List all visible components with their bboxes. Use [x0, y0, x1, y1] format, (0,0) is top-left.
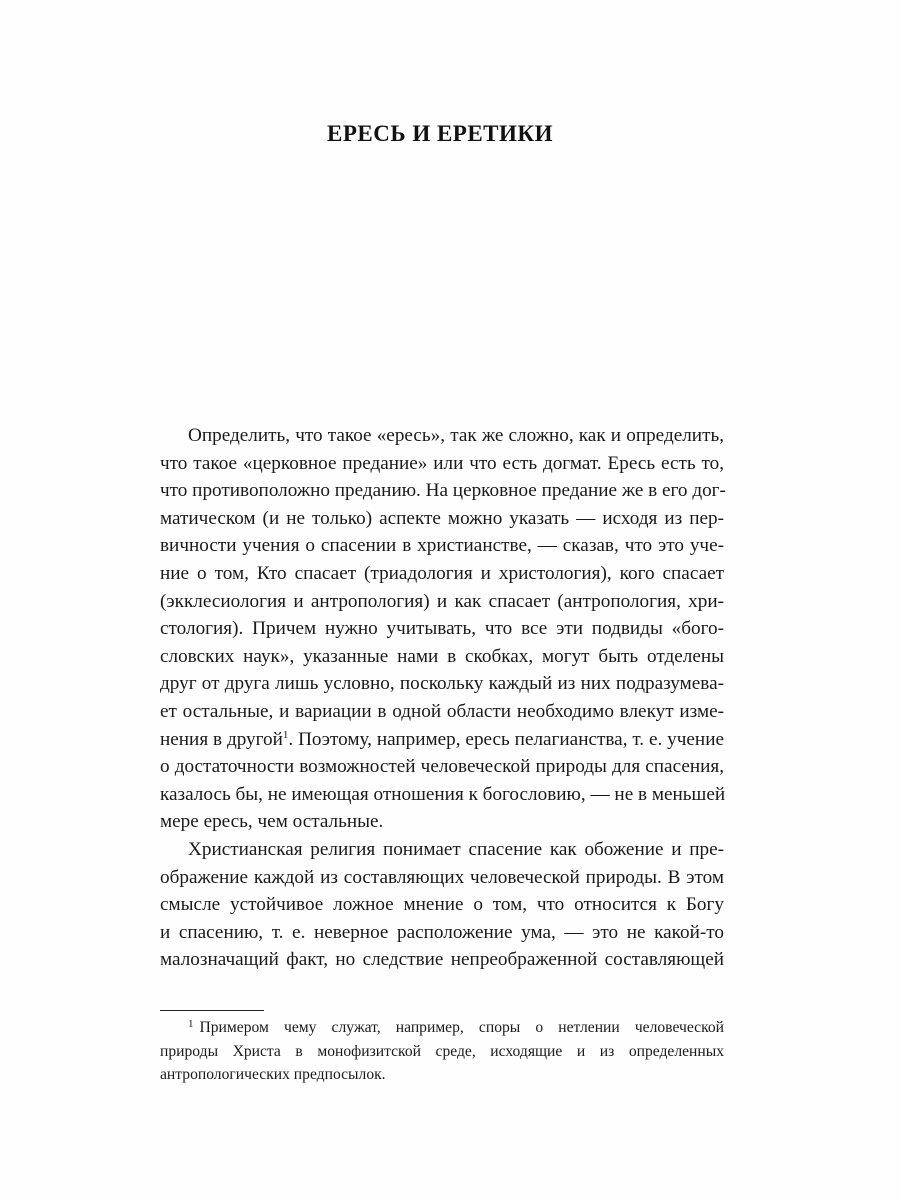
footnote-line: антропологических предпосылок.	[160, 1066, 386, 1083]
text-line: ет остальные, и вариации в одной области необходимо влекут изме-	[160, 700, 724, 722]
text-line-with-footnote	[160, 726, 724, 754]
text-line: мере ересь, чем остальные.	[160, 811, 384, 833]
text-line: казалось бы, не имеющая отношения к богословию, — не в меньшей	[160, 783, 726, 805]
footnote-line: природы Христа в монофизитской среде, исходящие и из определенных	[160, 1042, 724, 1060]
text-line: ние о том, Кто спасает (триадология и христология), кого спасает	[160, 562, 724, 584]
footnote-line	[160, 1016, 724, 1040]
text-line: (экклесиология и антропология) и как спасает (антропология, хри-	[160, 590, 724, 612]
text-segment: нения в другой	[160, 728, 283, 750]
text-line: смысле устойчивое ложное мнение о том, что относится к Богу	[160, 894, 724, 916]
text-line: матическом (и не только) аспекте можно указать — исходя из пер-	[160, 507, 724, 529]
text-line: Определить, что такое «ересь», так же сложно, как и определить,	[188, 425, 724, 446]
chapter-title: ЕРЕСЬ И ЕРЕТИКИ	[327, 121, 553, 146]
footnote-1	[160, 1016, 724, 1087]
paragraph-1	[160, 422, 724, 836]
footnote-reference[interactable]: 1	[282, 728, 289, 741]
text-line: вичности учения о спасении в христианстве, — сказав, что это уче-	[160, 535, 724, 557]
footnotes	[160, 1016, 724, 1087]
text-line: словских наук», указанные нами в скобках, могут быть отделены	[160, 645, 724, 667]
footnote-separator	[160, 1010, 264, 1011]
text-line: ображение каждой из составляющих человеческой природы. В этом	[160, 866, 724, 888]
footnote-text: Примером чему служат, например, споры о нетлении человеческой	[199, 1019, 724, 1036]
text-line: о достаточности возможностей человеческой природы для спасения,	[160, 756, 724, 778]
text-line: что противоположно преданию. На церковное предание же в его дог-	[160, 480, 726, 502]
body-text	[160, 422, 724, 974]
text-line: друг от друга лишь условно, поскольку каждый из них подразумева-	[160, 673, 724, 695]
text-line: и спасению, т. е. неверное расположение ума, — это не какой-то	[160, 921, 724, 943]
text-segment: . Поэтому, например, ересь пелагианства, т. е. учение	[288, 728, 724, 750]
footnote-number: 1	[188, 1018, 194, 1030]
text-line: что такое «церковное предание» или что есть догмат. Ересь есть то,	[160, 452, 724, 474]
text-line: малозначащий факт, но следствие непреображенной составляющей	[160, 949, 724, 971]
paragraph-2	[160, 836, 724, 974]
text-line: стология). Причем нужно учитывать, что все эти подвиды «бого-	[160, 618, 724, 640]
text-line: Христианская религия понимает спасение как обожение и пре-	[188, 838, 724, 860]
